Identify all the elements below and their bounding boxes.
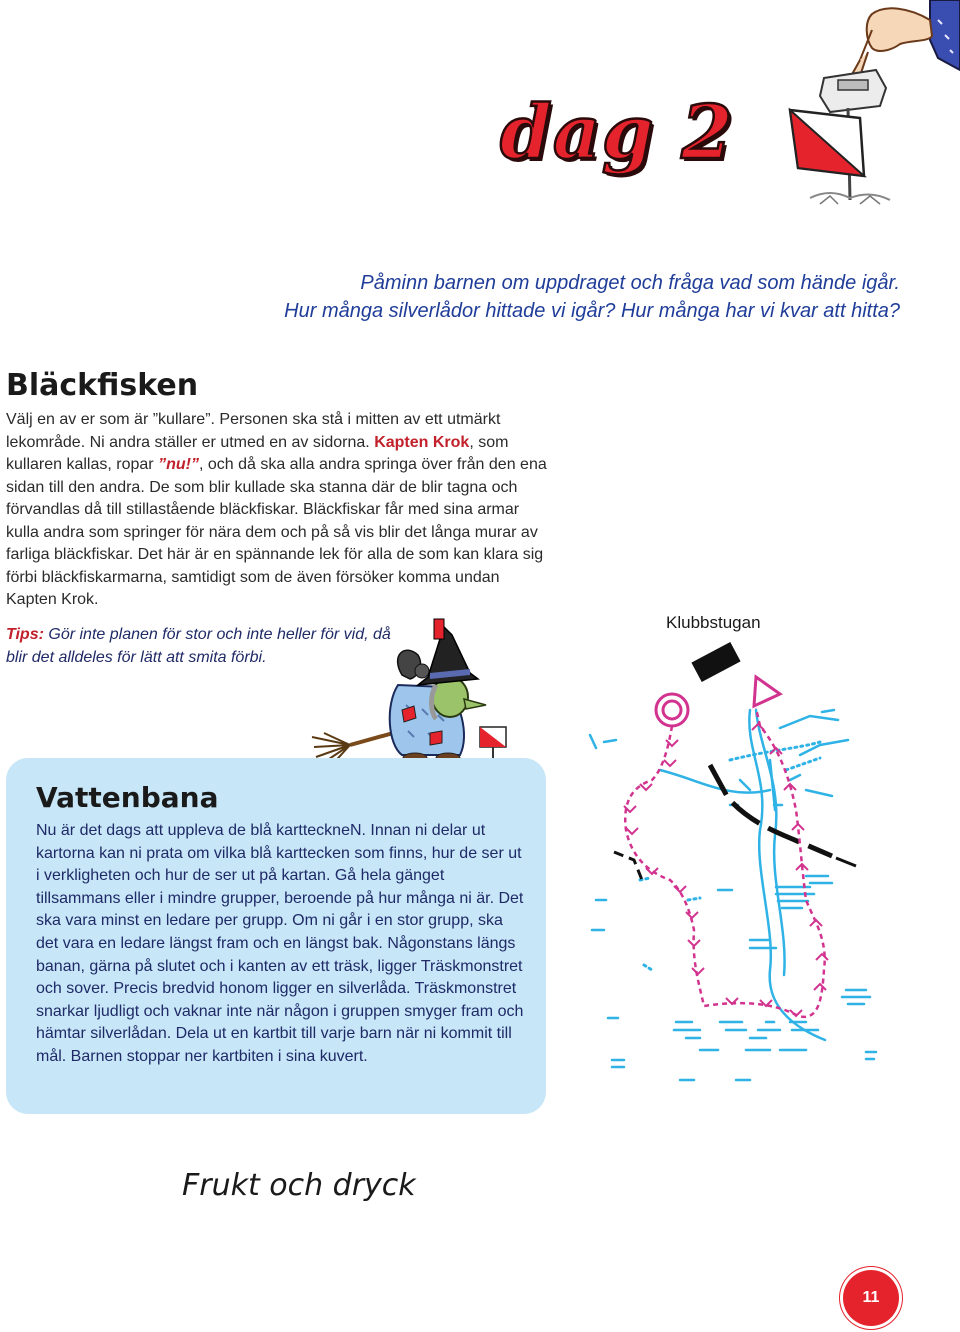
intro-line-1: Påminn barnen om uppdraget och fråga vad som hände igår. bbox=[360, 272, 900, 294]
blackfisk-body bbox=[6, 409, 551, 612]
clubhouse-symbol bbox=[691, 642, 740, 682]
tips-label: Tips: bbox=[6, 626, 44, 643]
course-route bbox=[625, 708, 824, 1017]
blackfisk-text-3: , och då ska alla andra springa över från den ena sidan till den andra. De som blir kullade ska stanna där de blir tagna och förvandlas då till stillastående bläckfiskar. Bläckfiskar får med sina armar kulla andra som springer för nära dem och på så vis blir det långa murar av farliga bläckfiskar. Det här är en spännande lek för alla de som kan klara sig förbi bläckfiskarmarna, samtidigt som de även försöker komma undan Kapten Krok. bbox=[6, 456, 547, 608]
intro-line-2: Hur många silverlådor hittade vi igår? Hur många har vi kvar att hitta? bbox=[284, 300, 900, 322]
finish-circle-inner bbox=[663, 701, 681, 719]
day-title: dag 2 bbox=[500, 90, 734, 176]
clubhouse-label: Klubbstugan bbox=[666, 613, 761, 632]
kapten-krok-highlight: Kapten Krok bbox=[374, 433, 470, 451]
frukt-heading: Frukt och dryck bbox=[182, 1168, 416, 1203]
water-course-map bbox=[570, 630, 960, 1100]
blackfisk-text-1: Välj en av er som är ”kullare”. Personen ska stå i mitten av ett utmärkt lekområde. Ni andra ställer er utmed en av sidorna. bbox=[6, 411, 501, 451]
blackfisk-text-2: , som kullaren kallas, ropar bbox=[6, 433, 509, 473]
witch-illustration bbox=[310, 615, 530, 775]
nu-highlight: ”nu!” bbox=[158, 456, 199, 473]
vattenbana-body: Nu är det dags att uppleva de blå kartteckneN. Innan ni delar ut kartorna kan ni prata om vilka blå karttecken som finns, hur de ser ut i verkligheten och hur de ser ut på kartan. Gå hela gänget tillsammans eller i mindre grupper, beroende på hur många ni är. Det ska vara minst en ledare per grupp. Om ni går i en stor grupp, ska det vara en ledare längst fram och en längst bak. Någonstans längs banan, gärna på slutet och i kanten av ett träsk, ligger Träskmonstret och sover. Precis bredvid honom ligger en silverlåda. Träskmonstret snarkar ljudligt och vaknar inte när någon i gruppen smyger fram och hämtar silverlådan. Dela ut en kartbit till varje barn när ni kommit till mål. Barnen stoppar ner kartbiten i sina kuvert. bbox=[36, 822, 524, 1065]
tips-text: Gör inte planen för stor och inte heller för vid, då blir det alldeles för lätt att smita förbi. bbox=[6, 626, 391, 666]
orienteering-control-illustration bbox=[780, 0, 960, 215]
start-triangle bbox=[754, 677, 780, 706]
finish-circle-outer bbox=[656, 694, 688, 726]
page-number: 11 bbox=[843, 1270, 899, 1326]
blackfisk-heading: Bläckfisken bbox=[6, 368, 199, 403]
vattenbana-heading: Vattenbana bbox=[36, 781, 219, 814]
